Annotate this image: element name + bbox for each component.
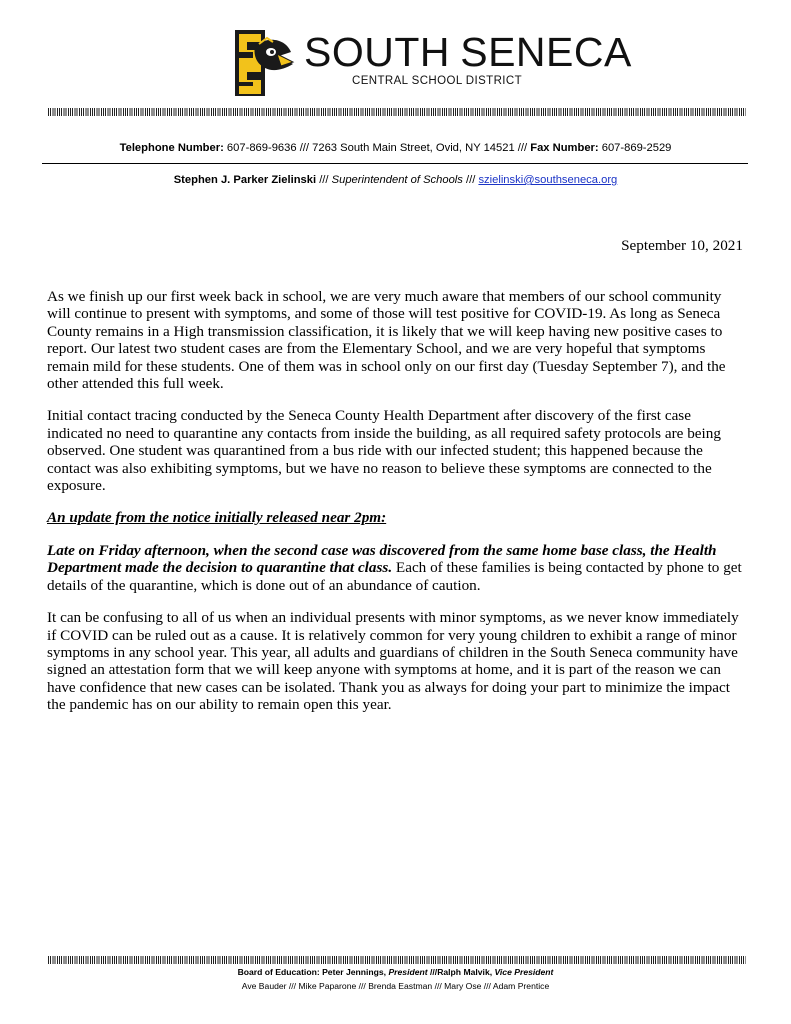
board-members: Ave Bauder /// Mike Paparone /// Brenda Eastman /// Mary Ose /// Adam Prentice: [241, 981, 550, 991]
paragraph-4: It can be confusing to all of us when an individual presents with minor symptoms, as we never know immediately if COVID can be ruled out as a cause. It is relatively common for very young children to exhibit a range of minor symptoms in any school year. This year, all adults and guardians of children in the South Seneca community have signed an attestation form that we will keep anyone with symptoms at home, and it is part of the reason we can have confidence that new cases can be isolated. Thank you as always for doing your part to minimize the impact the pandemic has on our ability to remain open this year.: [47, 609, 739, 714]
letter-body: [47, 288, 747, 729]
district-name-block: [304, 29, 632, 87]
separator: ///: [517, 142, 528, 154]
telephone-value: 607-869-9636: [226, 142, 297, 154]
paragraph-3: [47, 542, 747, 594]
separator: ///: [466, 174, 476, 186]
contact-line: [0, 142, 791, 154]
separator: ///: [319, 174, 329, 186]
superintendent-title: Superintendent of Schools: [331, 174, 463, 186]
president-title: President: [388, 967, 428, 977]
separator: ///: [299, 142, 310, 154]
district-subtitle: CENTRAL SCHOOL DISTRICT: [352, 75, 523, 87]
school-logo: [233, 28, 295, 100]
header-divider: [42, 163, 748, 164]
fax-label: Fax Number:: [530, 142, 599, 154]
header-tick-rule: [48, 108, 746, 116]
paragraph-1: As we finish up our first week back in school, we are very much aware that members of our school community will continue to present with symptoms, and some of those will test positive for COVID-19. As long as Seneca County remains in a High transmission classification, it is likely that we will keep having new positive cases to report. Our latest two student cases are from the Elementary School, and we are very hopeful that symptoms remain mild for these students. One of them was in school only on our first day (Tuesday September 7), and the other attended this full week.: [47, 288, 726, 393]
email-link[interactable]: szielinski@southseneca.org: [478, 174, 618, 186]
letter-date: September 10, 2021: [621, 237, 743, 254]
paragraph-3-emphasis: Late on Friday afternoon, when the second case was discovered from the same home base class, the Health Department made the decision to quarantine that class.: [47, 541, 717, 577]
board-line: [0, 967, 791, 977]
vp-title: Vice President: [494, 967, 554, 977]
district-name: [304, 29, 632, 75]
paragraph-2: Initial contact tracing conducted by the Seneca County Health Department after discovery of the first case indicated no need to quarantine any contacts from inside the building, as all required safety protocols are being observed. One student was quarantined from a bus ride with our infected student; this happened because the contact was also exhibiting symptoms, but we have no reason to believe these symptoms are connected to the exposure.: [47, 407, 721, 495]
board-label: Board of Education: Peter Jennings,: [237, 967, 387, 977]
vp-name: Ralph Malvik,: [437, 967, 493, 977]
footer-tick-rule: [48, 956, 746, 964]
district-name-second: SENECA: [460, 29, 632, 75]
separator: ///: [430, 967, 438, 977]
address: 7263 South Main Street, Ovid, NY 14521: [312, 142, 515, 154]
paragraph-3-rest: Each of these families is being contacted by phone to get details of the quarantine, which is done out of an abundance of caution.: [47, 559, 742, 594]
superintendent-name: Stephen J. Parker Zielinski: [173, 174, 317, 186]
update-heading: An update from the notice initially released near 2pm:: [47, 509, 387, 527]
telephone-label: Telephone Number:: [119, 142, 224, 154]
superintendent-line: [0, 174, 791, 186]
fax-value: 607-869-2529: [601, 142, 672, 154]
district-name-first: SOUTH: [304, 29, 450, 75]
